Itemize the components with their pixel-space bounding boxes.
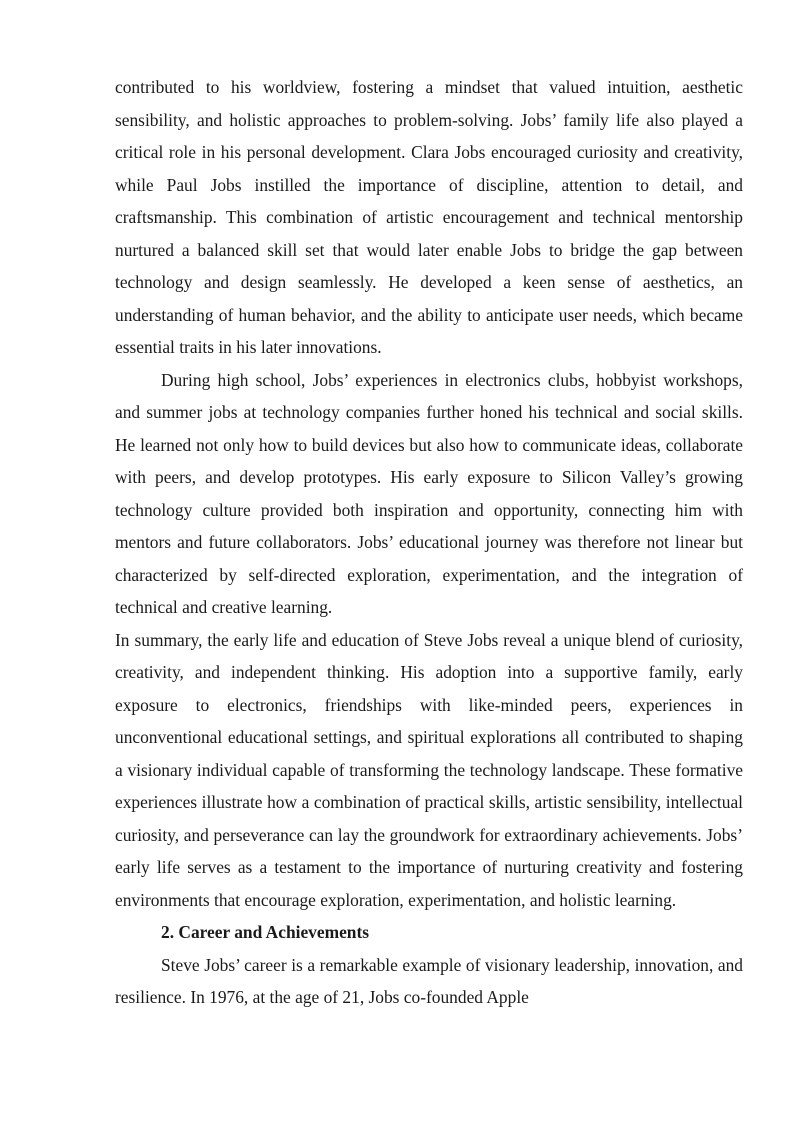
body-paragraph: Steve Jobs’ career is a remarkable example of visionary leadership, innovation, and resilience. In 1976, at the age of 21, Jobs co-founded Apple bbox=[115, 954, 743, 1007]
body-paragraph: contributed to his worldview, fostering a mindset that valued intuition, aesthetic sensibility, and holistic approaches to problem-solving. Jobs’ family life also played a critical role in his personal development. Clara Jobs encouraged curiosity and creativity, while Paul Jobs instilled the importance of discipline, attention to detail, and craftsmanship. This combination of artistic encouragement and technical mentorship nurtured a balanced skill set that would later enable Jobs to bridge the gap between technology and design seamlessly. He developed a keen sense of aesthetics, an understanding of human behavior, and the ability to anticipate user needs, which became essential traits in his later innovations. bbox=[115, 77, 743, 357]
document-body bbox=[115, 71, 743, 1014]
body-paragraph: In summary, the early life and education of Steve Jobs reveal a unique blend of curiosity, creativity, and independent thinking. His adoption into a supportive family, early exposure to electronics, friendships with like-minded peers, experiences in unconventional educational settings, and spiritual explorations all contributed to shaping a visionary individual capable of transforming the technology landscape. These formative experiences illustrate how a combination of practical skills, artistic sensibility, intellectual curiosity, and perseverance can lay the groundwork for extraordinary achievements. Jobs’ early life serves as a testament to the importance of nurturing creativity and fostering environments that encourage exploration, experimentation, and holistic learning. bbox=[115, 629, 743, 910]
section-heading: 2. Career and Achievements bbox=[161, 922, 370, 942]
body-paragraph: During high school, Jobs’ experiences in electronics clubs, hobbyist workshops, and summer jobs at technology companies further honed his technical and social skills. He learned not only how to build devices but also how to communicate ideas, collaborate with peers, and develop prototypes. His early exposure to Silicon Valley’s growing technology culture provided both inspiration and opportunity, connecting him with mentors and future collaborators. Jobs’ educational journey was therefore not linear but characterized by self-directed exploration, experimentation, and the integration of technical and creative learning. bbox=[115, 369, 743, 617]
